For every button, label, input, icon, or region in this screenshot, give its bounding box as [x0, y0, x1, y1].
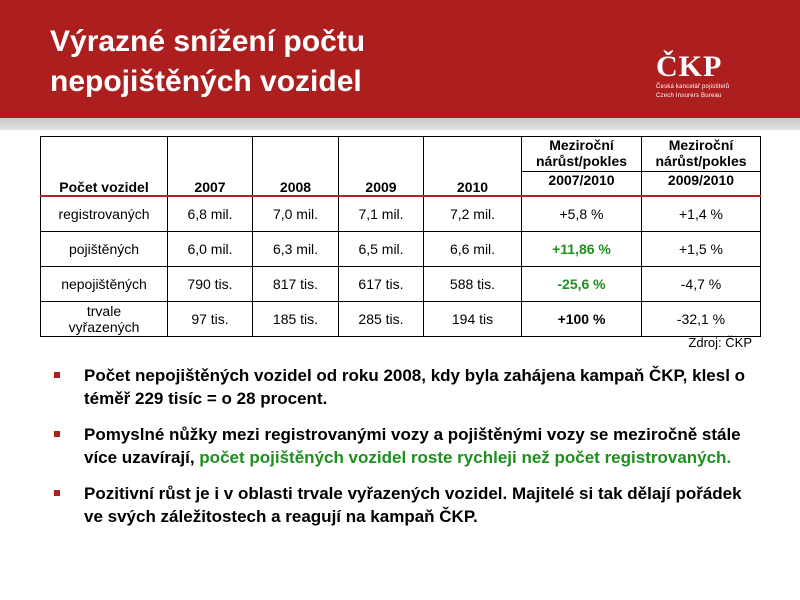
bullet-text: Pomyslné nůžky mezi registrovanými vozy a pojištěnými vozy se meziročně stále více uzavírají,: [84, 425, 741, 467]
cell-2009: 285 tis.: [339, 302, 424, 337]
bullet-highlight: počet pojištěných vozidel roste rychleji než počet registrovaných.: [199, 448, 732, 467]
header-change-2007-2010: [522, 137, 642, 197]
cell-2008: 6,3 mil.: [253, 232, 339, 267]
header-divider: [0, 118, 800, 130]
bullet-text: Počet nepojištěných vozidel od roku 2008, kdy byla zahájena kampaň ČKP, klesl o téměř 229 tisíc = o 28 procent.: [84, 366, 746, 408]
header-2010: 2010: [424, 137, 522, 197]
row-label: pojištěných: [41, 232, 168, 267]
title-line-1: Výrazné snížení počtu: [50, 25, 366, 58]
page-title: [50, 22, 470, 102]
title-line-2: nepojištěných vozidel: [50, 65, 362, 98]
header-change2-period: 2009/2010: [642, 171, 760, 188]
cell-change1: -25,6 %: [522, 267, 642, 302]
table-row: [41, 267, 761, 302]
cell-2007: 6,8 mil.: [168, 196, 253, 232]
cell-change2: -32,1 %: [642, 302, 761, 337]
header-change2-line1: Meziroční: [668, 137, 734, 153]
cell-2007: 790 tis.: [168, 267, 253, 302]
cell-2010: 6,6 mil.: [424, 232, 522, 267]
cell-2008: 817 tis.: [253, 267, 339, 302]
cell-2007: 97 tis.: [168, 302, 253, 337]
cell-2007: 6,0 mil.: [168, 232, 253, 267]
cell-2008: 7,0 mil.: [253, 196, 339, 232]
table-row: [41, 196, 761, 232]
header-change-2009-2010: [642, 137, 761, 197]
bullet-text: Pozitivní růst je i v oblasti trvale vyřazených vozidel. Majitelé si tak dělají pořádek ve svých záležitostech a reagují na kampaň ČKP.: [84, 484, 742, 526]
cell-2010: 588 tis.: [424, 267, 522, 302]
bullet-list: [54, 364, 754, 541]
logo-subtitle-cz: Česká kancelář pojistitelů: [656, 84, 730, 90]
table-header-row: [41, 137, 761, 197]
header-change2-line2: nárůst/pokles: [655, 153, 747, 169]
bullet-square-icon: [54, 490, 60, 496]
vehicle-stats-table: [40, 136, 761, 337]
header-2008: 2008: [253, 137, 339, 197]
header-change1-period: 2007/2010: [522, 171, 641, 188]
bullet-item: [54, 364, 754, 410]
bullet-square-icon: [54, 372, 60, 378]
cell-change2: +1,5 %: [642, 232, 761, 267]
cell-2009: 7,1 mil.: [339, 196, 424, 232]
logo-mark: ČKP: [656, 50, 723, 83]
source-note: Zdroj: ČKP: [688, 335, 752, 350]
row-label: [41, 302, 168, 337]
cell-2010: 7,2 mil.: [424, 196, 522, 232]
table-row: [41, 232, 761, 267]
cell-2008: 185 tis.: [253, 302, 339, 337]
cell-change1: +100 %: [522, 302, 642, 337]
header-2007: 2007: [168, 137, 253, 197]
cell-change1: +11,86 %: [522, 232, 642, 267]
bullet-square-icon: [54, 431, 60, 437]
header-change1-line1: Meziroční: [549, 137, 614, 153]
cell-change2: -4,7 %: [642, 267, 761, 302]
cell-change2: +1,4 %: [642, 196, 761, 232]
header-2009: 2009: [339, 137, 424, 197]
row-label-line2: vyřazených: [68, 319, 140, 335]
logo-subtitle-en: Czech Insurers Bureau: [656, 93, 722, 99]
bullet-item: [54, 423, 754, 469]
row-label-line1: trvale: [86, 303, 122, 319]
row-label: registrovaných: [41, 196, 168, 232]
cell-change1: +5,8 %: [522, 196, 642, 232]
bullet-item: [54, 482, 754, 528]
cell-2009: 617 tis.: [339, 267, 424, 302]
ckp-logo: [656, 52, 756, 100]
header-label: Počet vozidel: [41, 137, 168, 197]
table-row: [41, 302, 761, 337]
header-change1-line2: nárůst/pokles: [535, 153, 628, 169]
cell-2010: 194 tis: [424, 302, 522, 337]
row-label: nepojištěných: [41, 267, 168, 302]
cell-2009: 6,5 mil.: [339, 232, 424, 267]
